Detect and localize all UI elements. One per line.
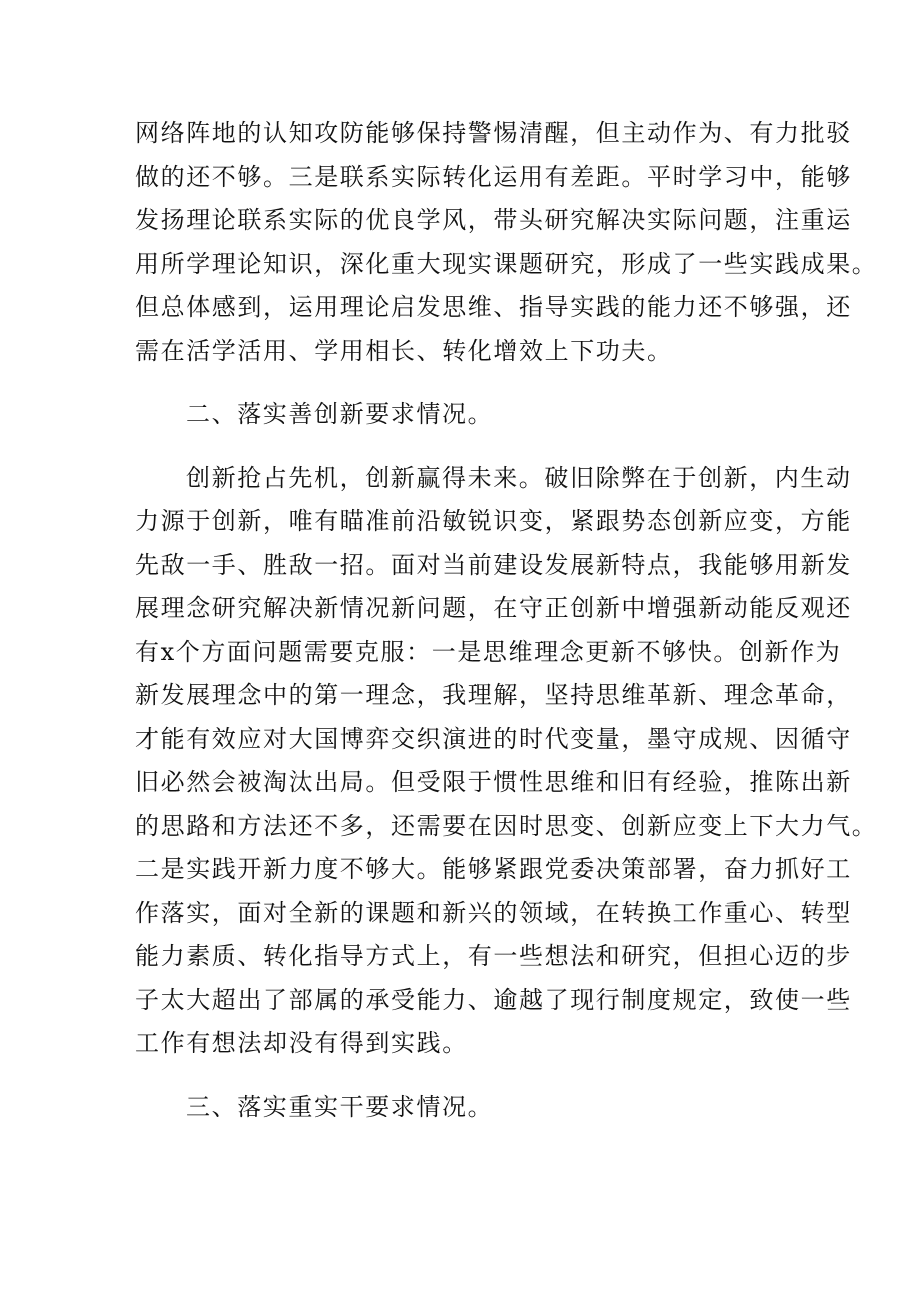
text-line: 发扬理论联系实际的优良学风，带头研究解决实际问题，注重运 — [135, 206, 852, 234]
text-line: 展理念研究解决新情况新问题，在守正创新中增强新动能反观还 — [135, 594, 852, 622]
section-heading-2: 二、落实善创新要求情况。 — [186, 400, 494, 428]
text-line: 创新抢占先机，创新赢得未来。破旧除弊在于创新，内生动 — [186, 463, 852, 492]
text-line: 但总体感到，运用理论启发思维、指导实践的能力还不够强，还 — [135, 293, 852, 321]
text-line: 网络阵地的认知攻防能够保持警惕清醒，但主动作为、有力批驳 — [135, 119, 852, 147]
text-line: 作落实，面对全新的课题和新兴的领域，在转换工作重心、转型 — [135, 898, 852, 927]
text-line: 做的还不够。三是联系实际转化运用有差距。平时学习中，能够 — [135, 162, 852, 191]
document-body — [135, 112, 878, 1129]
text-line: 旧必然会被淘汰出局。但受限于惯性思维和旧有经验，推陈出新 — [135, 768, 852, 796]
text-line: 先敌一手、胜敌一招。面对当前建设发展新特点，我能够用新发 — [135, 550, 852, 579]
text-line: 才能有效应对大国博弈交织演进的时代变量，墨守成规、因循守 — [135, 724, 852, 753]
text-line: 工作有想法却没有得到实践。 — [135, 1029, 468, 1057]
text-line: 能力素质、转化指导方式上，有一些想法和研究，但担心迈的步 — [135, 942, 852, 970]
paragraph-gap — [135, 437, 815, 457]
paragraph-1 — [135, 112, 878, 373]
text-line: 有x个方面问题需要克服：一是思维理念更新不够快。创新作为 — [135, 637, 842, 666]
paragraph-gap — [135, 1066, 815, 1086]
text-line: 力源于创新，唯有瞄准前沿敏锐识变，紧跟势态创新应变，方能 — [135, 507, 852, 535]
text-line: 用所学理论知识，深化重大现实课题研究，形成了一些实践成果。 — [135, 249, 878, 278]
paragraph-gap — [135, 373, 815, 393]
text-line: 子太大超出了部属的承受能力、逾越了现行制度规定，致使一些 — [135, 985, 852, 1014]
text-line: 二是实践开新力度不够大。能够紧跟党委决策部署，奋力抓好工 — [135, 855, 852, 883]
text-line: 新发展理念中的第一理念，我理解，坚持思维革新、理念革命， — [135, 681, 852, 709]
paragraph-2 — [135, 457, 878, 1066]
text-line: 的思路和方法还不多，还需要在因时思变、创新应变上下大力气。 — [135, 811, 878, 840]
text-line: 需在活学活用、学用相长、转化增效上下功夫。 — [135, 336, 673, 365]
section-heading-3: 三、落实重实干要求情况。 — [186, 1092, 494, 1121]
